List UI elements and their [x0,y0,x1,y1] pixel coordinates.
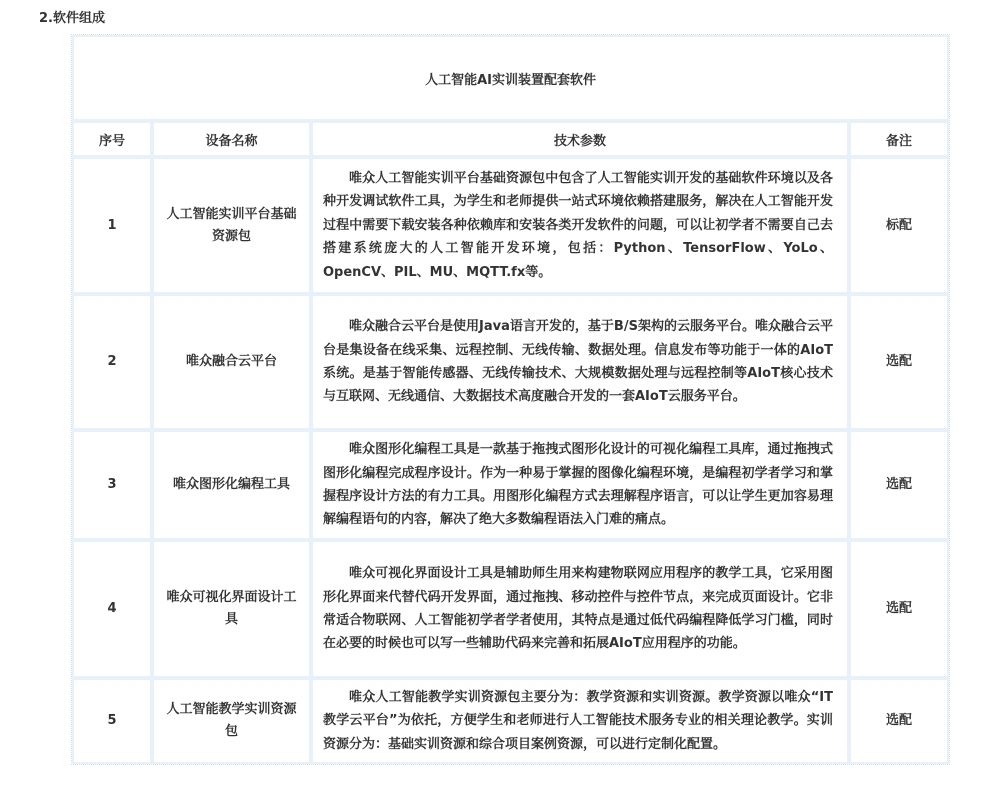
row-device-name: 唯众可视化界面设计工具 [152,540,311,678]
row-device-name: 人工智能实训平台基础资源包 [152,157,311,294]
header-remark: 备注 [849,121,949,157]
header-index: 序号 [72,121,152,157]
row-remark: 选配 [849,430,949,540]
row-tech-params [311,540,849,678]
row-index: 2 [72,294,152,430]
row-device-name: 唯众融合云平台 [152,294,311,430]
row-tech-params [311,157,849,294]
table-header-row [72,121,949,157]
row-index: 3 [72,430,152,540]
row-remark: 选配 [849,540,949,678]
row-tech-params [311,430,849,540]
tech-params-text: 唯众融合云平台是使用Java语言开发的，基于B/S架构的云服务平台。唯众融合云平台是集设备在线采集、远程控制、无线传输、数据处理。信息发布等功能于一体的AIoT系统。是基于智能传感器、无线传输技术、大规模数据处理与远程控制等AIoT核心技术与互联网、无线通信、大数据技术高度融合开发的一套AIoT云服务平台。 [323,319,833,405]
tech-params-text: 唯众可视化界面设计工具是辅助师生用来构建物联网应用程序的教学工具，它采用图形化界面来代替代码开发界面，通过拖拽、移动控件与控件节点，来完成页面设计。它非常适合物联网、人工智能初学者学者使用，其特点是通过低代码编程降低学习门槛，同时在必要的时候也可以写一些辅助代码来完善和拓展AIoT应用程序的功能。 [323,566,833,652]
row-index: 1 [72,157,152,294]
software-spec-table [71,34,950,765]
row-tech-params [311,678,849,764]
row-tech-params [311,294,849,430]
tech-params-text: 唯众图形化编程工具是一款基于拖拽式图形化设计的可视化编程工具库，通过拖拽式图形化编程完成程序设计。作为一种易于掌握的图像化编程环境，是编程初学者学习和掌握程序设计方法的有力工具。用图形化编程方式去理解程序语言，可以让学生更加容易理解编程语句的内容，解决了绝大多数编程语法入门难的痛点。 [323,442,833,528]
tech-params-text: 唯众人工智能教学实训资源包主要分为：教学资源和实训资源。教学资源以唯众“IT教学云平台”为依托，方便学生和老师进行人工智能技术服务专业的相关理论教学。实训资源分为：基础实训资源和综合项目案例资源，可以进行定制化配置。 [323,690,833,752]
row-remark: 选配 [849,294,949,430]
header-device-name: 设备名称 [152,121,311,157]
tech-params-text: 唯众人工智能实训平台基础资源包中包含了人工智能实训开发的基础软件环境以及各种开发调试软件工具，为学生和老师提供一站式环境依赖搭建服务，解决在人工智能开发过程中需要下载安装各种依赖库和安装各类开发软件的问题，可以让初学者不需要自己去搭建系统庞大的人工智能开发环境，包括：Python、TensorFlow、YoLo、OpenCV、PIL、MU、MQTT.fx等。 [323,170,833,280]
table-caption-row [72,35,949,121]
table-row [72,678,949,764]
row-index: 4 [72,540,152,678]
row-device-name: 唯众图形化编程工具 [152,430,311,540]
row-remark: 标配 [849,157,949,294]
table-caption: 人工智能AI实训装置配套软件 [72,35,949,121]
table-row [72,540,949,678]
row-device-name: 人工智能教学实训资源包 [152,678,311,764]
table-row [72,294,949,430]
section-heading: 2.软件组成 [39,11,105,26]
row-remark: 选配 [849,678,949,764]
table-row [72,157,949,294]
header-tech-params: 技术参数 [311,121,849,157]
row-index: 5 [72,678,152,764]
table-row [72,430,949,540]
